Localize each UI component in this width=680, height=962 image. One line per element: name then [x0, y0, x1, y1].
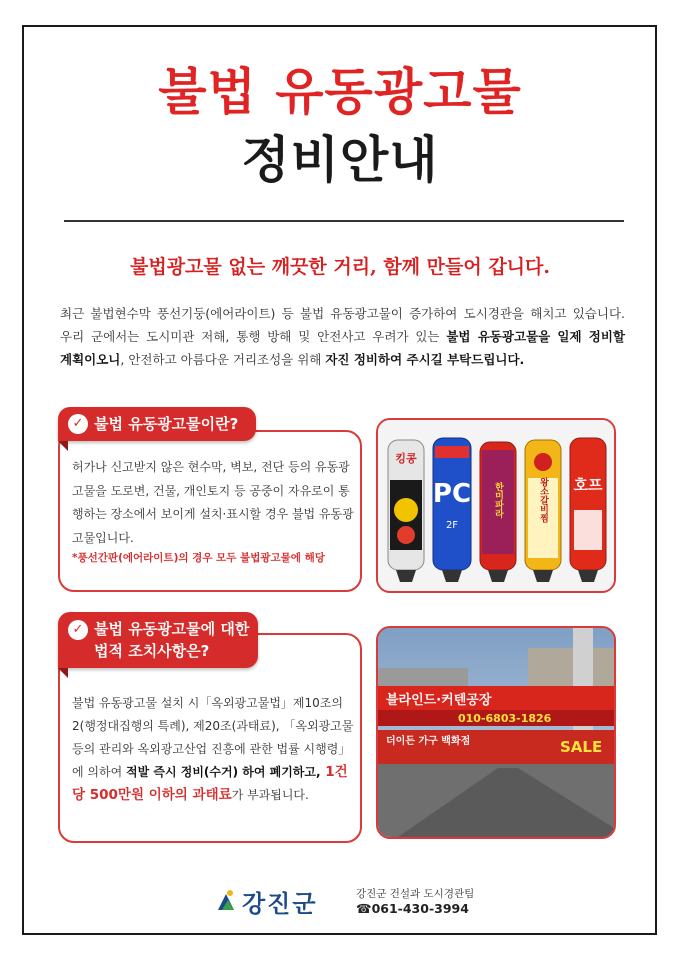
intro-bold-1: 불법 유동광고물을 일제 정비할 계획이오니 [60, 329, 625, 367]
section2-tag [58, 612, 258, 668]
air-balloon-photo [376, 418, 616, 593]
slogan: 불법광고물 없는 깨끗한 거리, 함께 만들어 갑니다. [130, 256, 550, 278]
balloon-5-label: 호프 [573, 476, 603, 494]
balloon-4-label: 왕소갈비찜 [538, 477, 548, 523]
street-banner-photo [376, 626, 616, 839]
title-line1: 불법 유동광고물 [158, 63, 522, 121]
check-icon: ✓ [68, 620, 88, 640]
banner-2-sale: SALE [560, 738, 603, 756]
balloon-2 [433, 438, 471, 582]
section1-tag-label: 불법 유동광고물이란? [94, 415, 239, 433]
phone-number: ☎061-430-3994 [356, 901, 469, 916]
section2-body-b: 적발 즉시 정비(수거) 하여 폐기하고, [126, 765, 321, 779]
logo-mark-icon [216, 888, 236, 912]
gangjin-logo [216, 886, 326, 916]
section2-tag-label: 불법 유동광고물에 대한 법적 조치사항은? [94, 620, 250, 660]
section1-body: 허가나 신고받지 않은 현수막, 벽보, 전단 등의 유동광고물을 도로변, 건물, 개인토지 등 공중이 자유로이 통행하는 장소에서 보이게 설치·표시할 경우 불법 유동광고물입니다. [72, 460, 354, 545]
section2-body-d: 가 부과됩니다. [231, 788, 309, 802]
check-icon: ✓ [68, 414, 88, 434]
section2-fine: 1건 당 500만원 이하의 과태료 [72, 764, 348, 803]
department-name: 강진군 건설과 도시경관팀 [356, 888, 475, 900]
intro-bold-2: 자진 정비하여 주시길 부탁드립니다. [325, 352, 525, 367]
balloon-4 [525, 440, 561, 582]
intro-text-2: , 안전하고 아름다운 거리조성을 위해 [120, 352, 326, 367]
intro-paragraph [60, 302, 625, 371]
banner-1 [378, 686, 614, 726]
title-line2: 정비안내 [241, 131, 439, 189]
balloon-1-label: 킹콩 [395, 452, 417, 465]
banner-2-text: 더이든 가구 백화점 [386, 736, 471, 747]
tag-tail [58, 668, 68, 678]
divider [64, 220, 624, 222]
banner-1-text: 블라인드·커텐공장 [386, 693, 492, 708]
balloon-3 [480, 442, 516, 582]
balloon-3-label: 한미파라 [493, 482, 503, 518]
balloon-2-floor: 2F [445, 520, 459, 531]
tag-tail [58, 441, 68, 451]
air-balloon-illustration [378, 420, 614, 591]
section1-note: *풍선간판(에어라이트)의 경우 모두 불법광고물에 해당 [72, 552, 325, 564]
section2-body-a: 불법 유동광고물 설치 시「옥외광고물법」제10조의 2(행정대집행의 특례), 제20조(과태료), 「옥외광고물 등의 관리와 옥외광고산업 진흥에 관한 법률 시행령」에 의하여 [72, 696, 354, 779]
section1-tag [58, 407, 256, 441]
balloon-5 [570, 438, 606, 582]
balloon-1 [388, 440, 424, 582]
intro-text-1: 최근 불법현수막 풍선기둥(에어라이트) 등 불법 유동광고물이 증가하여 도시경관을 해치고 있습니다. 우리 군에서는 도시미관 저해, 통행 방해 및 안전사고 우려가 있는 [60, 306, 625, 344]
banner-2 [378, 730, 614, 764]
balloon-2-label: PC [432, 479, 472, 509]
logo-text: 강진군 [242, 890, 318, 918]
section2-body [72, 692, 357, 807]
banner-1-phone: 010-6803-1826 [458, 712, 552, 725]
street-banner-illustration [378, 628, 614, 837]
